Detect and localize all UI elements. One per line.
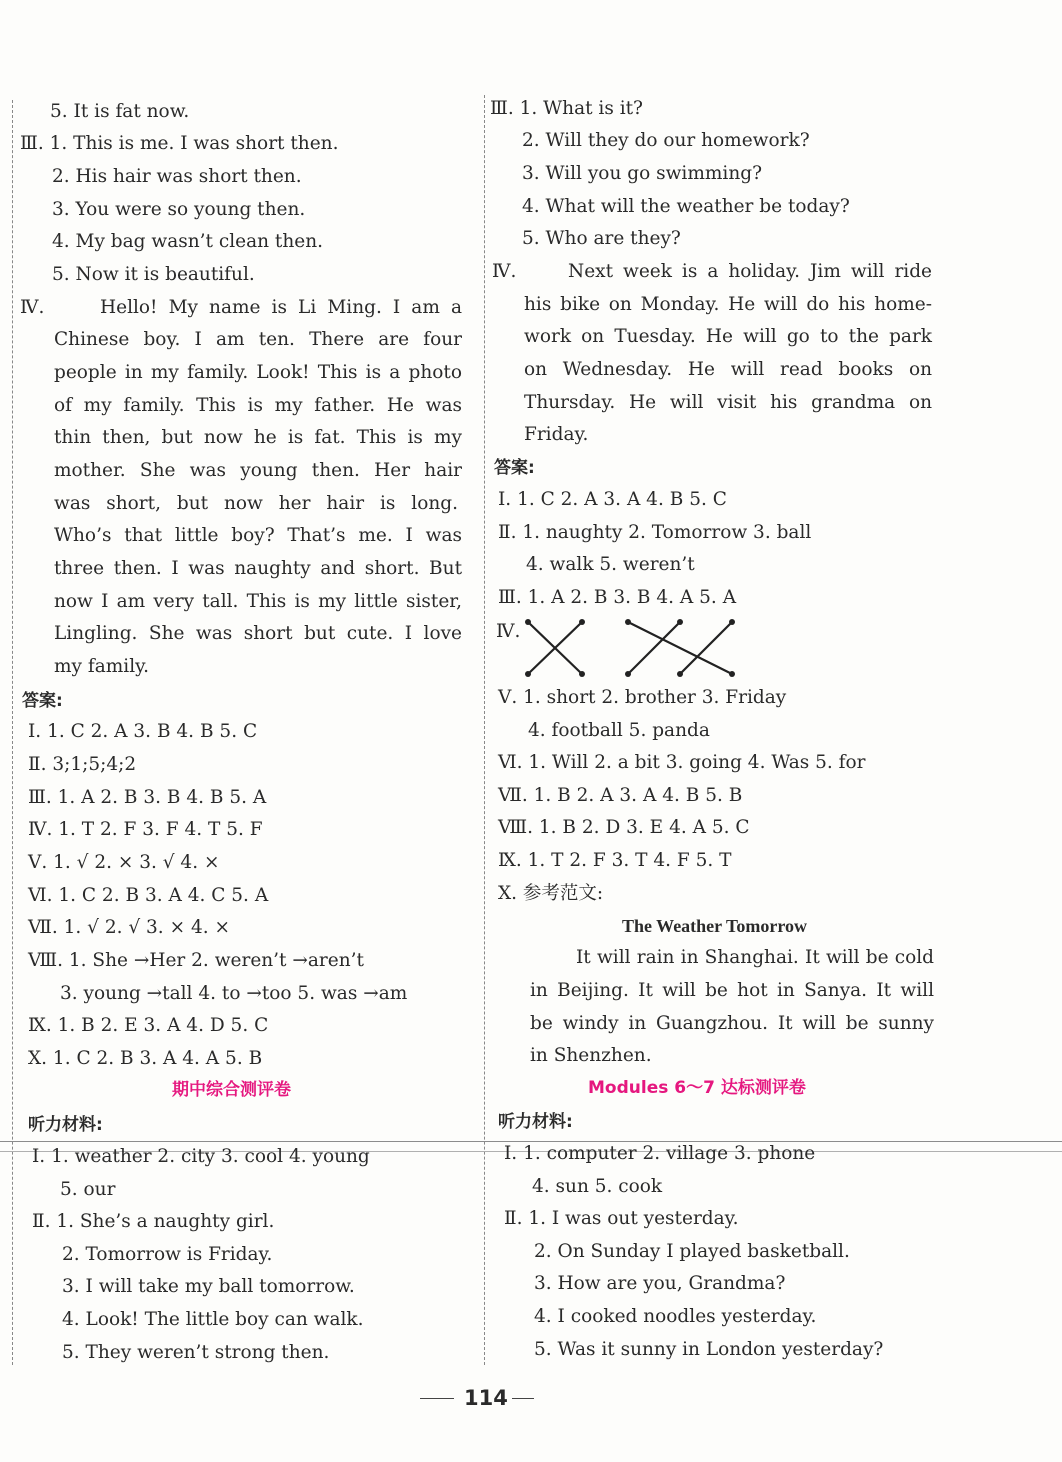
left-passage-line-10: now I am very tall. This is my little sister, xyxy=(54,591,462,612)
left-line-3: 2. His hair was short then. xyxy=(52,166,302,187)
essay-line-4: in Shenzhen. xyxy=(530,1045,652,1066)
right-answers-heading: 答案: xyxy=(494,458,535,478)
left-listening-5: 3. I will take my ball tomorrow. xyxy=(62,1276,355,1297)
right-passage-line-5: Thursday. He will visit his grandma on xyxy=(524,392,932,413)
match-line-3 xyxy=(628,622,732,674)
right-line-1: Ⅲ. 1. What is it? xyxy=(490,98,643,119)
right-listening-2: 4. sun 5. cook xyxy=(532,1176,663,1197)
left-passage-line-1: Hello! My name is Li Ming. I am a xyxy=(100,297,462,318)
essay-line-1: It will rain in Shanghai. It will be cold xyxy=(576,947,934,968)
matching-marker: Ⅳ. xyxy=(496,621,521,642)
left-passage-line-12: my family. xyxy=(54,656,150,677)
right-answer-2: Ⅱ. 1. naughty 2. Tomorrow 3. ball xyxy=(498,522,812,543)
right-passage-line-6: Friday. xyxy=(524,424,589,445)
right-line-3: 3. Will you go swimming? xyxy=(522,163,763,184)
left-line-1: 5. It is fat now. xyxy=(50,101,190,122)
left-answer-11: Ⅹ. 1. C 2. B 3. A 4. A 5. B xyxy=(28,1048,263,1069)
left-answer-8: Ⅷ. 1. She →Her 2. weren’t →aren’t xyxy=(28,950,364,971)
right-listening-6: 4. I cooked noodles yesterday. xyxy=(534,1306,817,1327)
matching-lines-answer xyxy=(520,614,740,680)
left-passage-line-7: was short, but now her hair is long. xyxy=(54,493,458,514)
match-line-5 xyxy=(680,622,732,674)
right-listening-4: 2. On Sunday I played basketball. xyxy=(534,1241,850,1262)
right-answer-5: Ⅴ. 1. short 2. brother 3. Friday xyxy=(498,687,787,708)
match-line-4 xyxy=(628,622,680,674)
left-margin-rule xyxy=(12,100,13,1365)
left-listening-7: 5. They weren’t strong then. xyxy=(62,1342,330,1363)
left-line-2: Ⅲ. 1. This is me. I was short then. xyxy=(20,133,339,154)
left-listening-6: 4. Look! The little boy can walk. xyxy=(62,1309,364,1330)
left-answer-2: Ⅱ. 3;1;5;4;2 xyxy=(28,754,137,775)
left-answer-9: 3. young →tall 4. to →too 5. was →am xyxy=(60,983,408,1004)
right-line-2: 2. Will they do our homework? xyxy=(522,130,810,151)
right-answer-11: Ⅹ. 参考范文: xyxy=(498,883,604,904)
column-divider xyxy=(484,95,485,1365)
left-answer-4: Ⅳ. 1. T 2. F 3. F 4. T 5. F xyxy=(28,819,263,840)
left-passage-line-6: mother. She was young then. Her hair xyxy=(54,460,462,481)
right-answer-3: 4. walk 5. weren’t xyxy=(526,554,695,575)
left-passage-line-3: people in my family. Look! This is a photo xyxy=(54,362,462,383)
right-listening-5: 3. How are you, Grandma? xyxy=(534,1273,786,1294)
left-passage-line-4: of my family. This is my father. He was xyxy=(54,395,462,416)
left-answer-5: Ⅴ. 1. √ 2. × 3. √ 4. × xyxy=(28,852,220,873)
right-listening-3: Ⅱ. 1. I was out yesterday. xyxy=(504,1208,739,1229)
right-listening-heading: 听力材料: xyxy=(498,1112,573,1132)
left-line-5: 4. My bag wasn’t clean then. xyxy=(52,231,324,252)
right-passage-line-4: on Wednesday. He will read books on xyxy=(524,359,932,380)
right-answer-10: Ⅸ. 1. T 2. F 3. T 4. F 5. T xyxy=(498,850,732,871)
essay-title: The Weather Tomorrow xyxy=(622,916,808,936)
right-answer-4: Ⅲ. 1. A 2. B 3. B 4. A 5. A xyxy=(498,587,737,608)
essay-line-3: be windy in Guangzhou. It will be sunny xyxy=(530,1013,934,1034)
left-answer-7: Ⅶ. 1. √ 2. √ 3. × 4. × xyxy=(28,917,230,938)
essay-line-2: in Beijing. It will be hot in Sanya. It will xyxy=(530,980,934,1001)
right-listening-7: 5. Was it sunny in London yesterday? xyxy=(534,1339,884,1360)
left-listening-2: 5. our xyxy=(60,1179,116,1200)
left-answer-3: Ⅲ. 1. A 2. B 3. B 4. B 5. A xyxy=(28,787,267,808)
left-passage-marker: Ⅳ. xyxy=(20,297,45,318)
left-answers-heading: 答案: xyxy=(22,691,63,711)
page-number-dash-left xyxy=(420,1398,454,1399)
left-passage-line-5: thin then, but now he is fat. This is my xyxy=(54,427,462,448)
right-line-5: 5. Who are they? xyxy=(522,228,681,249)
left-line-4: 3. You were so young then. xyxy=(52,199,306,220)
right-line-4: 4. What will the weather be today? xyxy=(522,196,850,217)
right-answer-6: 4. football 5. panda xyxy=(528,720,710,741)
left-listening-heading: 听力材料: xyxy=(28,1115,103,1135)
right-passage-line-3: work on Tuesday. He will go to the park xyxy=(524,326,932,347)
left-answer-6: Ⅵ. 1. C 2. B 3. A 4. C 5. A xyxy=(28,885,269,906)
page-number-dash-right xyxy=(512,1398,534,1399)
right-passage-line-2: his bike on Monday. He will do his home- xyxy=(524,294,932,315)
right-passage-line-1: Next week is a holiday. Jim will ride xyxy=(568,261,932,282)
left-listening-3: Ⅱ. 1. She’s a naughty girl. xyxy=(32,1211,275,1232)
left-listening-1: Ⅰ. 1. weather 2. city 3. cool 4. young xyxy=(32,1146,370,1167)
right-answer-8: Ⅶ. 1. B 2. A 3. A 4. B 5. B xyxy=(498,785,743,806)
left-listening-4: 2. Tomorrow is Friday. xyxy=(62,1244,273,1265)
right-section-title: Modules 6～7 达标测评卷 xyxy=(588,1078,806,1098)
left-answer-10: Ⅸ. 1. B 2. E 3. A 4. D 5. C xyxy=(28,1015,269,1036)
right-answer-7: Ⅵ. 1. Will 2. a bit 3. going 4. Was 5. for xyxy=(498,752,866,773)
page-number: 114 xyxy=(464,1386,508,1410)
right-answer-9: Ⅷ. 1. B 2. D 3. E 4. A 5. C xyxy=(498,817,750,838)
left-section-title: 期中综合测评卷 xyxy=(172,1080,291,1100)
left-passage-line-11: Lingling. She was short but cute. I love xyxy=(54,623,462,644)
right-listening-1: Ⅰ. 1. computer 2. village 3. phone xyxy=(504,1143,816,1164)
left-passage-line-2: Chinese boy. I am ten. There are four xyxy=(54,329,462,350)
right-passage-marker: Ⅳ. xyxy=(492,261,517,282)
right-answer-1: Ⅰ. 1. C 2. A 3. A 4. B 5. C xyxy=(498,489,727,510)
left-answer-1: Ⅰ. 1. C 2. A 3. B 4. B 5. C xyxy=(28,721,258,742)
left-line-6: 5. Now it is beautiful. xyxy=(52,264,255,285)
left-passage-line-8: Who’s that little boy? That’s me. I was xyxy=(54,525,462,546)
left-passage-line-9: three then. I was naughty and short. But xyxy=(54,558,462,579)
